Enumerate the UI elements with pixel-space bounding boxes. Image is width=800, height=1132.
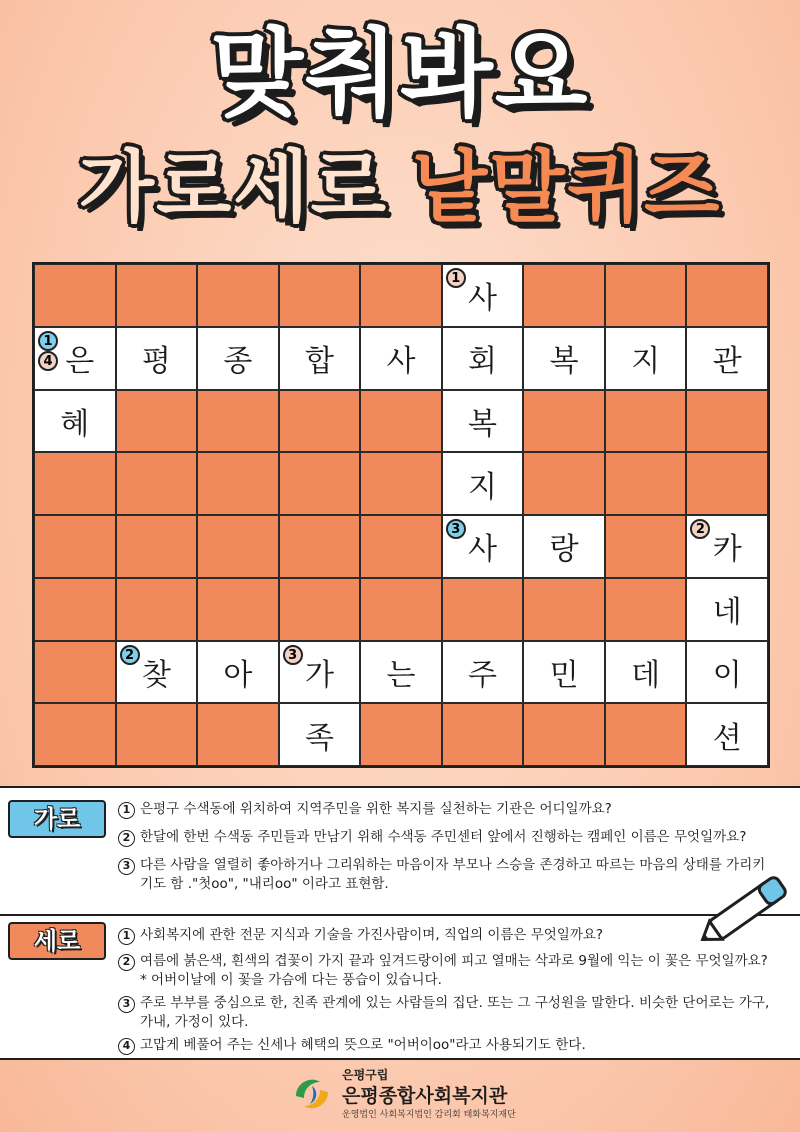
cell-letter: 랑: [549, 532, 579, 568]
cell-letter: 복: [468, 406, 498, 442]
grid-cell-letter[interactable]: [116, 327, 198, 390]
grid-cell-blocked: [686, 452, 768, 515]
cell-letter: 종: [223, 344, 253, 380]
across-clue-1: [118, 800, 778, 819]
cell-letter: 사: [468, 281, 498, 317]
clue-text: 한달에 한번 수색동 주민들과 만남기 위해 수색동 주민센터 앞에서 진행하는 캠페인 이름은 무엇일까요?: [140, 829, 747, 845]
clue-text: 사회복지에 관한 전문 지식과 기술을 가진사람이며, 직업의 이름은 무엇일까요?: [140, 927, 604, 943]
cell-letter: 카: [712, 532, 742, 568]
down-clue-1: [118, 926, 778, 945]
across-tag: 가로: [8, 800, 106, 838]
clue-text: 주로 부부를 중심으로 한, 친족 관계에 있는 사람들의 집단. 또는 그 구성원을 말한다. 비슷한 단어로는 가구, 가내, 가정이 있다.: [140, 995, 770, 1030]
cell-letter: 평: [141, 344, 171, 380]
grid-cell-blocked: [197, 390, 279, 453]
cell-letter: 찾: [141, 657, 171, 693]
down-clue-4: [118, 1036, 778, 1055]
across-clue-3: [118, 856, 778, 894]
cell-letter: 이: [712, 657, 742, 693]
grid-cell-blocked: [605, 703, 687, 766]
grid-cell-blocked: [523, 390, 605, 453]
cell-letter: 션: [712, 720, 742, 756]
grid-cell-letter[interactable]: [442, 327, 524, 390]
grid-cell-blocked: [197, 703, 279, 766]
grid-cell-letter[interactable]: [442, 515, 524, 578]
clue-panel: [0, 786, 800, 1060]
cell-letter: 아: [223, 657, 253, 693]
grid-cell-blocked: [116, 578, 198, 641]
down-clue-3: [118, 994, 778, 1032]
grid-cell-letter[interactable]: [279, 641, 361, 704]
grid-cell-blocked: [605, 515, 687, 578]
grid-cell-letter[interactable]: [34, 327, 116, 390]
clue-number: 3: [118, 858, 135, 875]
grid-cell-letter[interactable]: [442, 264, 524, 327]
cell-letter: 복: [549, 344, 579, 380]
cell-letter: 혜: [60, 406, 90, 442]
grid-cell-blocked: [523, 578, 605, 641]
grid-cell-blocked: [279, 264, 361, 327]
grid-cell-letter[interactable]: [523, 327, 605, 390]
cell-letter: 지: [468, 469, 498, 505]
title-line2: [0, 138, 800, 238]
down-clue-2: [118, 952, 778, 990]
grid-cell-blocked: [34, 515, 116, 578]
grid-cell-blocked: [605, 452, 687, 515]
cell-letter: 관: [712, 344, 742, 380]
grid-cell-blocked: [34, 452, 116, 515]
grid-cell-blocked: [686, 264, 768, 327]
cell-letter: 는: [386, 657, 416, 693]
grid-cell-letter[interactable]: [442, 390, 524, 453]
crossword-grid: [32, 262, 770, 768]
grid-cell-letter[interactable]: [686, 515, 768, 578]
clue-text: 은평구 수색동에 위치하여 지역주민을 위한 복지를 실천하는 기관은 어디일까요?: [140, 801, 612, 817]
grid-cell-blocked: [360, 452, 442, 515]
grid-cell-blocked: [279, 578, 361, 641]
grid-cell-blocked: [34, 703, 116, 766]
footer: [290, 1064, 530, 1126]
welfare-center-logo-icon: [290, 1072, 334, 1116]
cell-number-badge: 2: [120, 645, 140, 665]
clue-text: 고맙게 베풀어 주는 신세나 혜택의 뜻으로 "어버이oo"라고 사용되기도 한다.: [140, 1037, 586, 1053]
down-tag: 세로: [8, 922, 106, 960]
cell-number-badge: 4: [38, 351, 58, 371]
pencil-icon: [690, 866, 800, 956]
grid-cell-blocked: [197, 452, 279, 515]
grid-cell-blocked: [442, 703, 524, 766]
cell-letter: 사: [468, 532, 498, 568]
cell-number-badge: 3: [283, 645, 303, 665]
grid-cell-blocked: [360, 390, 442, 453]
footer-operator: 운영법인 사회복지법인 감리회 태화복지재단: [342, 1110, 516, 1120]
clue-number: 3: [118, 996, 135, 1013]
grid-cell-letter[interactable]: [686, 703, 768, 766]
cell-number-badge: 2: [690, 519, 710, 539]
clue-divider: [0, 914, 800, 916]
grid-cell-letter[interactable]: [686, 641, 768, 704]
grid-cell-letter[interactable]: [279, 327, 361, 390]
clue-number: 4: [118, 1038, 135, 1055]
grid-cell-letter[interactable]: [279, 703, 361, 766]
grid-cell-blocked: [197, 515, 279, 578]
grid-cell-letter[interactable]: [34, 390, 116, 453]
grid-cell-blocked: [686, 390, 768, 453]
grid-cell-letter[interactable]: [442, 641, 524, 704]
footer-line1: 은평구립: [342, 1068, 389, 1082]
grid-cell-blocked: [523, 264, 605, 327]
grid-cell-blocked: [116, 264, 198, 327]
cell-number-badge: 1: [446, 268, 466, 288]
grid-cell-letter[interactable]: [360, 327, 442, 390]
footer-org-name: 은평종합사회복지관: [342, 1085, 508, 1107]
grid-cell-blocked: [605, 264, 687, 327]
cell-letter: 민: [549, 657, 579, 693]
grid-cell-blocked: [523, 452, 605, 515]
grid-cell-blocked: [605, 578, 687, 641]
title-line1: 맞춰봐요: [210, 18, 590, 130]
across-clue-2: [118, 828, 778, 847]
title-line2-b: 낱말퀴즈: [412, 143, 722, 233]
grid-cell-letter[interactable]: [523, 641, 605, 704]
clue-number: 2: [118, 954, 135, 971]
grid-cell-blocked: [116, 452, 198, 515]
grid-cell-blocked: [116, 703, 198, 766]
grid-cell-blocked: [360, 515, 442, 578]
grid-cell-blocked: [360, 703, 442, 766]
grid-cell-blocked: [523, 703, 605, 766]
cell-letter: 회: [468, 344, 498, 380]
grid-cell-blocked: [116, 390, 198, 453]
cell-letter: 가: [304, 657, 334, 693]
grid-cell-blocked: [34, 264, 116, 327]
cell-letter: 지: [631, 344, 661, 380]
cell-letter: 네: [712, 595, 742, 631]
grid-cell-letter[interactable]: [686, 327, 768, 390]
grid-cell-blocked: [197, 264, 279, 327]
grid-cell-letter[interactable]: [523, 515, 605, 578]
grid-cell-letter[interactable]: [197, 327, 279, 390]
clue-number: 1: [118, 928, 135, 945]
clue-number: 2: [118, 830, 135, 847]
grid-cell-letter[interactable]: [686, 578, 768, 641]
cell-letter: 주: [468, 657, 498, 693]
cell-letter: 합: [304, 344, 334, 380]
grid-cell-letter[interactable]: [360, 641, 442, 704]
clue-text: 여름에 붉은색, 흰색의 겹꽃이 가지 끝과 잎겨드랑이에 피고 열매는 삭과로 9월에 익는 이 꽃은 무엇일까요? * 어버이날에 이 꽃을 가슴에 다는 풍습이 있습니다.: [140, 953, 768, 988]
grid-cell-blocked: [34, 578, 116, 641]
grid-cell-letter[interactable]: [605, 327, 687, 390]
grid-cell-letter[interactable]: [442, 452, 524, 515]
cell-letter: 사: [386, 344, 416, 380]
grid-cell-blocked: [279, 452, 361, 515]
grid-cell-blocked: [442, 578, 524, 641]
grid-cell-letter[interactable]: [116, 641, 198, 704]
grid-cell-blocked: [360, 264, 442, 327]
grid-cell-blocked: [116, 515, 198, 578]
grid-cell-blocked: [34, 641, 116, 704]
cell-letter: 족: [304, 720, 334, 756]
cell-letter: 은: [65, 344, 95, 380]
grid-cell-blocked: [360, 578, 442, 641]
grid-cell-blocked: [197, 578, 279, 641]
cell-number-badge: 1: [38, 331, 58, 351]
clue-text: 다른 사람을 열렬히 좋아하거나 그리워하는 마음이자 부모나 스승을 존경하고 따르는 마음의 상태를 가리키기도 함 ."첫oo", "내리oo" 이라고 표현함.: [140, 857, 766, 892]
title-line2-a: 가로세로: [78, 143, 388, 233]
clue-number: 1: [118, 802, 135, 819]
cell-number-badge: 3: [446, 519, 466, 539]
cell-letter: 데: [631, 657, 661, 693]
grid-cell-blocked: [279, 515, 361, 578]
grid-cell-blocked: [279, 390, 361, 453]
grid-cell-letter[interactable]: [197, 641, 279, 704]
grid-cell-letter[interactable]: [605, 641, 687, 704]
grid-cell-blocked: [605, 390, 687, 453]
